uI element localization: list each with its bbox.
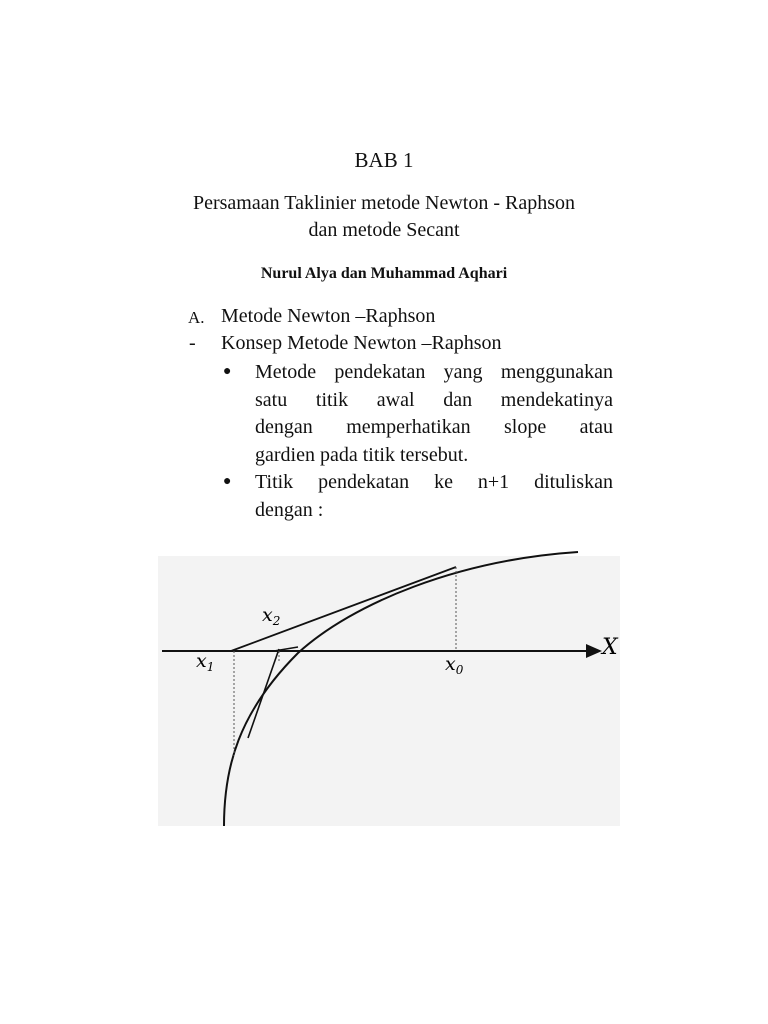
bullet-text: [255, 469, 613, 524]
newton-raphson-figure: [158, 538, 628, 830]
word: yang: [443, 361, 483, 383]
title-line-2: dan metode Secant: [308, 219, 460, 241]
section-heading: Metode Newton –Raphson: [221, 305, 436, 327]
label-x1: $x_1$: [196, 650, 215, 674]
word: memperhatikan: [346, 416, 471, 438]
bullet-line: gardien pada titik tersebut.: [255, 443, 469, 466]
word: ke: [434, 471, 453, 493]
word: slope: [504, 416, 547, 438]
chapter-heading: BAB 1: [354, 148, 414, 172]
word: n+1: [477, 471, 510, 493]
figure-svg: [158, 538, 628, 830]
word: pendekatan: [334, 361, 426, 383]
bullet-line: [255, 359, 613, 387]
bullet-line: dengan :: [255, 498, 324, 521]
word: atau: [579, 416, 613, 438]
bullet-marker: ●: [223, 474, 232, 489]
word: dan: [443, 388, 473, 411]
bullet-marker: ●: [223, 364, 232, 379]
authors-line: Nurul Alya dan Muhammad Aqhari: [260, 265, 508, 282]
label-x2: $x_2$: [262, 604, 281, 628]
bullet-text: [255, 359, 613, 469]
bullet-line: [255, 414, 613, 442]
word: Metode: [255, 361, 317, 383]
bullet-line: [255, 387, 613, 415]
word: awal: [376, 388, 415, 411]
title-line-1: Persamaan Taklinier metode Newton - Raphson: [192, 192, 576, 214]
document-title: [120, 190, 648, 244]
word: menggunakan: [500, 361, 613, 383]
axis-label-x: X: [602, 635, 618, 660]
word: Titik: [255, 471, 294, 493]
label-x0: $x_0$: [445, 653, 464, 677]
bullet-line: [255, 469, 613, 497]
word: mendekatinya: [500, 388, 613, 411]
word: dengan: [255, 416, 313, 438]
word: satu: [255, 388, 288, 411]
word: titik: [315, 388, 349, 411]
word: dituliskan: [534, 471, 613, 493]
section-marker: A.: [188, 308, 205, 327]
subsection-marker: -: [189, 332, 196, 354]
subsection-heading: Konsep Metode Newton –Raphson: [221, 332, 502, 354]
word: pendekatan: [318, 471, 410, 493]
